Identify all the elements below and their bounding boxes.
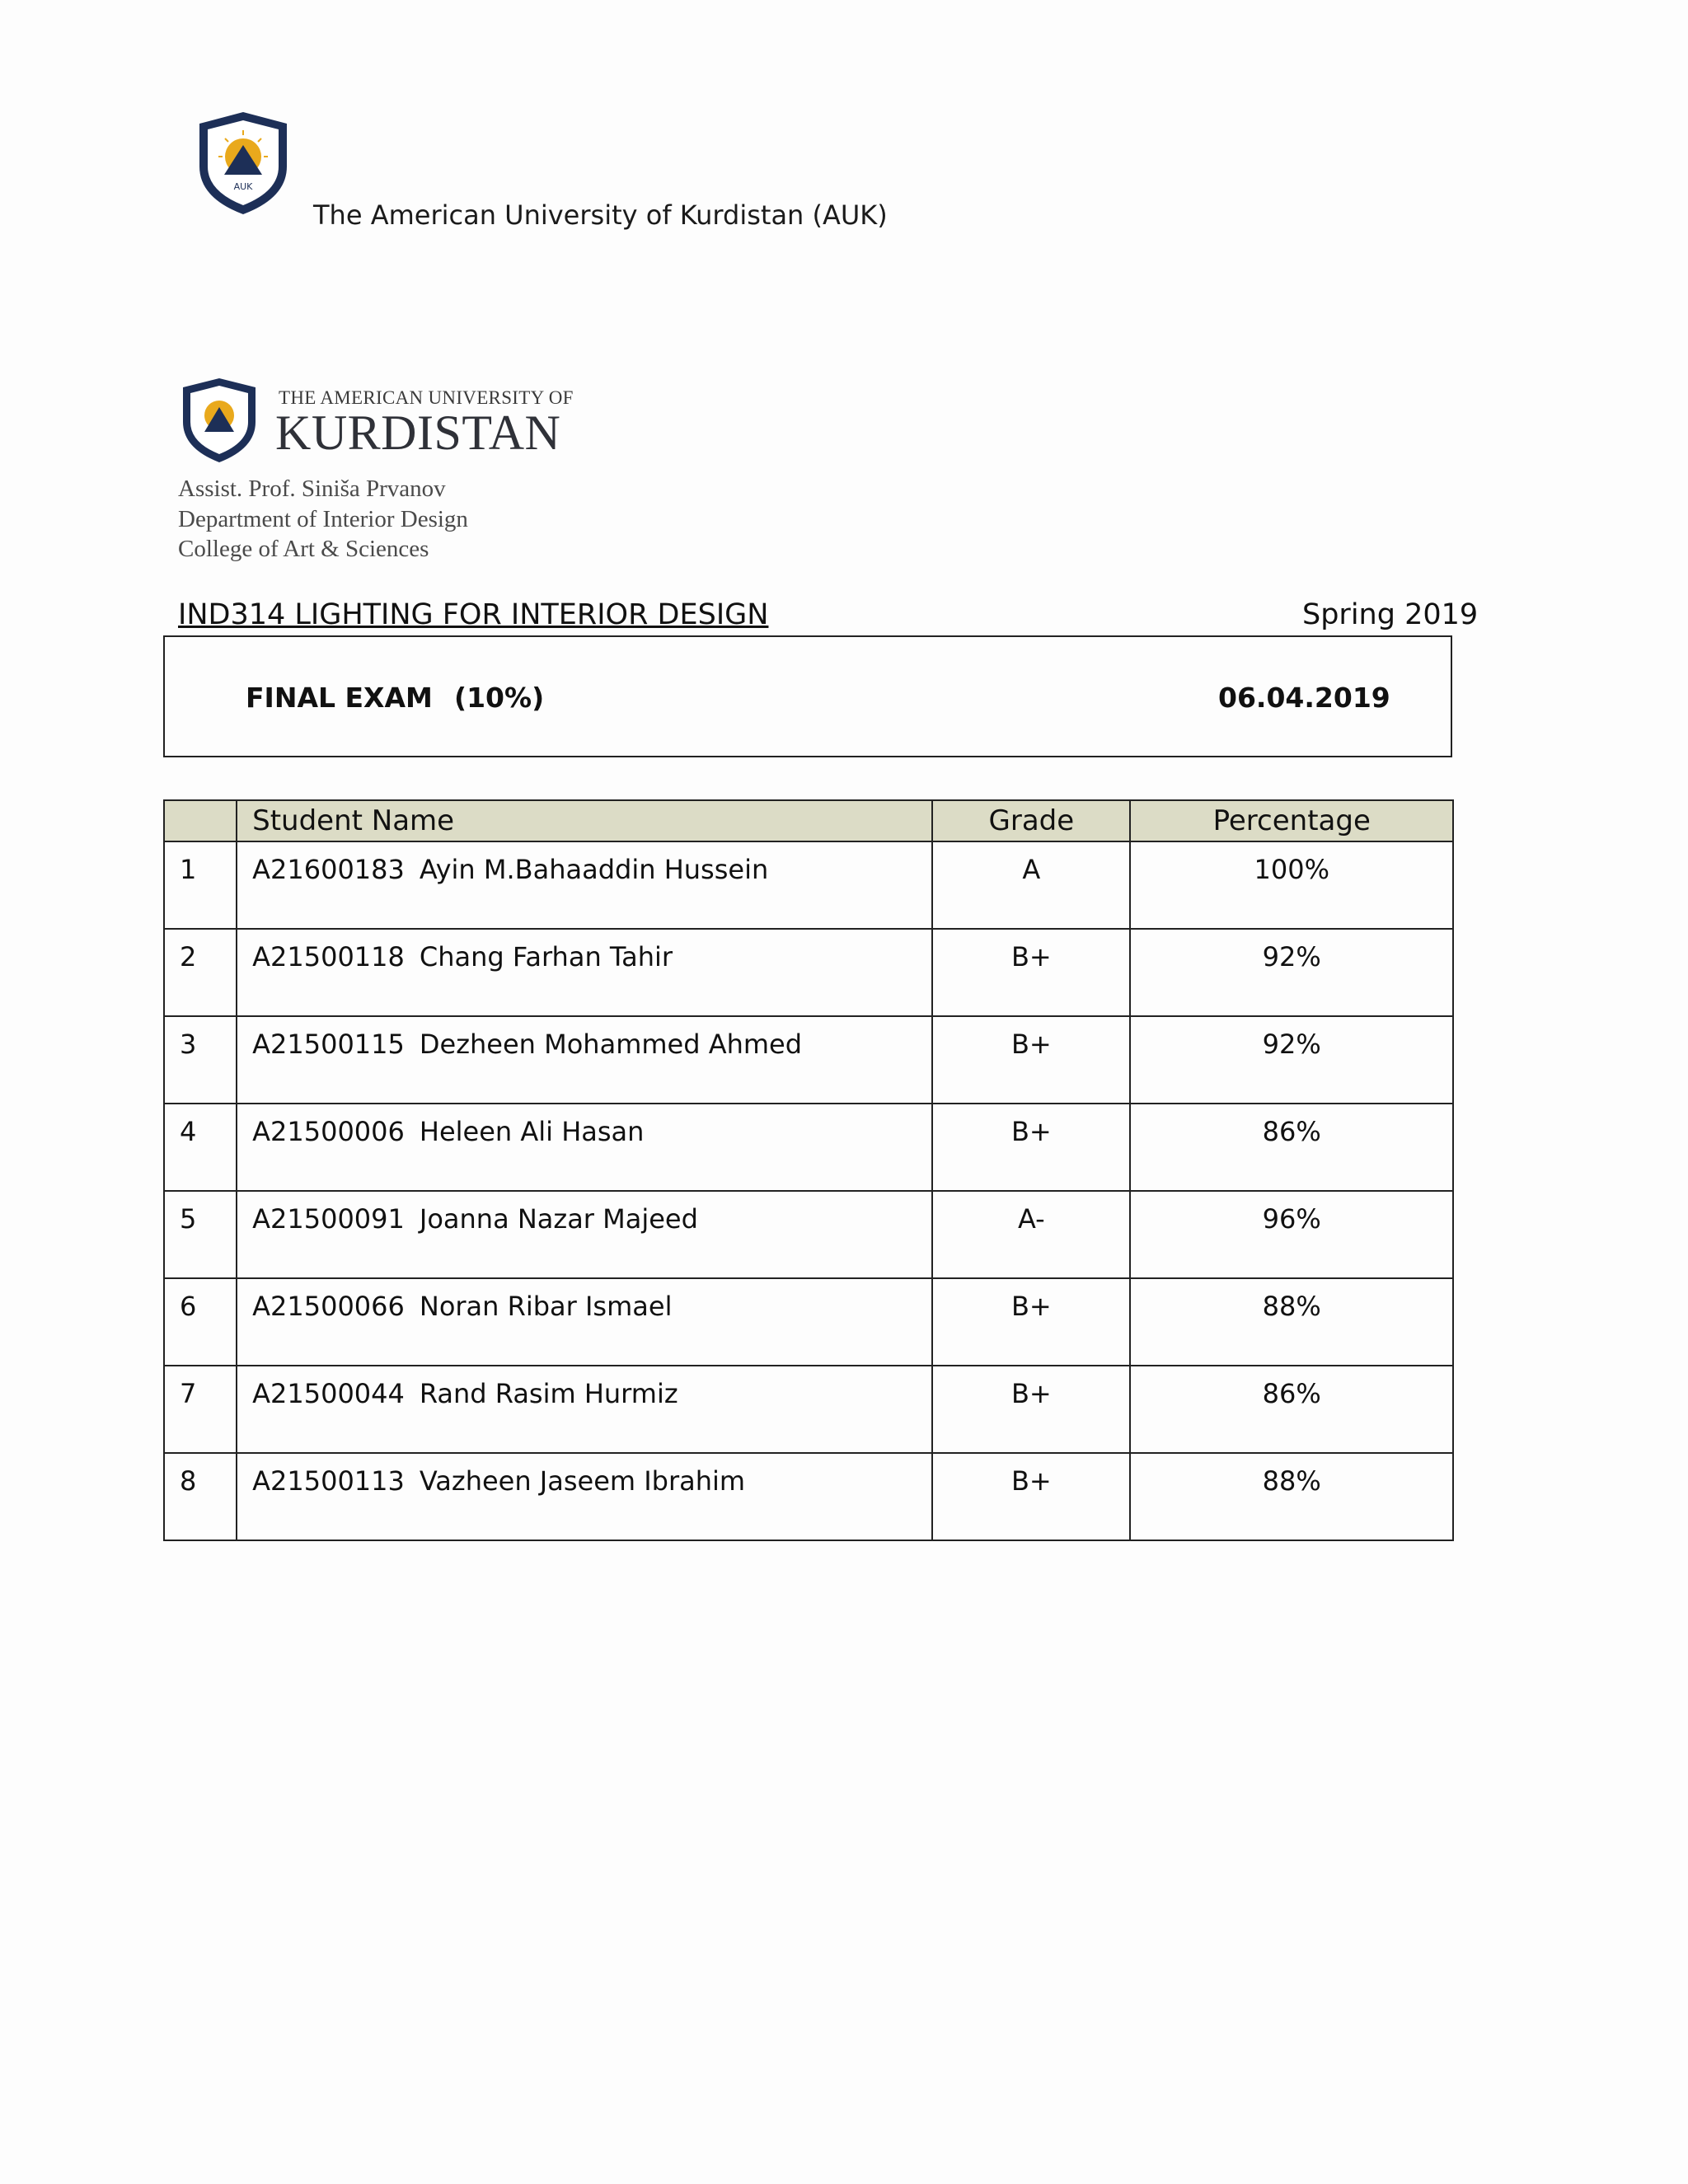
student-id: A21500044: [252, 1378, 405, 1409]
college-name: College of Art & Sciences: [178, 536, 429, 562]
percentage-cell: 100%: [1130, 841, 1453, 929]
row-number: 8: [164, 1453, 237, 1540]
grade-cell: B+: [932, 1104, 1130, 1191]
row-number: 7: [164, 1366, 237, 1453]
student-cell: [237, 841, 932, 929]
student-id: A21500006: [252, 1116, 405, 1147]
student-name: Chang Farhan Tahir: [419, 941, 673, 972]
semester: Spring 2019: [1302, 598, 1479, 631]
percentage-cell: 92%: [1130, 1016, 1453, 1104]
student-id: A21600183: [252, 854, 405, 885]
student-id: A21500115: [252, 1029, 405, 1060]
grades-table: [163, 799, 1454, 1541]
row-number: 1: [164, 841, 237, 929]
table-row: [164, 1191, 1453, 1278]
student-cell: [237, 1016, 932, 1104]
table-row: [164, 1366, 1453, 1453]
grade-cell: A-: [932, 1191, 1130, 1278]
table-row: [164, 929, 1453, 1016]
student-cell: [237, 929, 932, 1016]
header-number: [164, 800, 237, 841]
row-number: 6: [164, 1278, 237, 1366]
header-student-name: Student Name: [237, 800, 932, 841]
table-row: [164, 841, 1453, 929]
table-header-row: [164, 800, 1453, 841]
student-cell: [237, 1366, 932, 1453]
letterhead-wordmark: KURDISTAN: [275, 405, 561, 460]
row-number: 4: [164, 1104, 237, 1191]
svg-text:AUK: AUK: [233, 181, 253, 192]
student-name: Dezheen Mohammed Ahmed: [419, 1029, 803, 1060]
percentage-cell: 92%: [1130, 929, 1453, 1016]
table-row: [164, 1453, 1453, 1540]
university-name: The American University of Kurdistan (AUK): [313, 199, 888, 231]
percentage-cell: 96%: [1130, 1191, 1453, 1278]
grade-cell: B+: [932, 1453, 1130, 1540]
student-id: A21500091: [252, 1203, 405, 1235]
grade-cell: B+: [932, 1016, 1130, 1104]
percentage-cell: 86%: [1130, 1366, 1453, 1453]
grade-cell: B+: [932, 1278, 1130, 1366]
professor-name: Assist. Prof. Siniša Prvanov: [178, 476, 446, 502]
header-percentage: Percentage: [1130, 800, 1453, 841]
header-grade: Grade: [932, 800, 1130, 841]
student-name: Rand Rasim Hurmiz: [419, 1378, 678, 1409]
percentage-cell: 88%: [1130, 1453, 1453, 1540]
row-number: 3: [164, 1016, 237, 1104]
student-id: A21500066: [252, 1291, 405, 1322]
row-number: 2: [164, 929, 237, 1016]
percentage-cell: 86%: [1130, 1104, 1453, 1191]
row-number: 5: [164, 1191, 237, 1278]
student-cell: [237, 1191, 932, 1278]
exam-weight: (10%): [454, 682, 545, 714]
table-row: [164, 1016, 1453, 1104]
department-name: Department of Interior Design: [178, 506, 468, 532]
student-id: A21500113: [252, 1465, 405, 1497]
grade-cell: B+: [932, 1366, 1130, 1453]
student-name: Vazheen Jaseem Ibrahim: [419, 1465, 746, 1497]
student-name: Noran Ribar Ismael: [419, 1291, 673, 1322]
grade-cell: B+: [932, 929, 1130, 1016]
table-row: [164, 1278, 1453, 1366]
student-cell: [237, 1278, 932, 1366]
course-title: IND314 LIGHTING FOR INTERIOR DESIGN: [178, 598, 769, 631]
percentage-cell: 88%: [1130, 1278, 1453, 1366]
exam-date: 06.04.2019: [1218, 682, 1390, 714]
university-seal-logo: [195, 109, 292, 218]
letterhead-line1: THE AMERICAN UNIVERSITY OF: [279, 387, 574, 408]
letterhead-seal-logo: [180, 376, 259, 465]
student-cell: [237, 1453, 932, 1540]
student-name: Joanna Nazar Majeed: [419, 1203, 698, 1235]
exam-label: FINAL EXAM: [246, 682, 433, 714]
student-cell: [237, 1104, 932, 1191]
student-name: Ayin M.Bahaaddin Hussein: [419, 854, 769, 885]
student-name: Heleen Ali Hasan: [419, 1116, 645, 1147]
grade-cell: A: [932, 841, 1130, 929]
student-id: A21500118: [252, 941, 405, 972]
table-row: [164, 1104, 1453, 1191]
